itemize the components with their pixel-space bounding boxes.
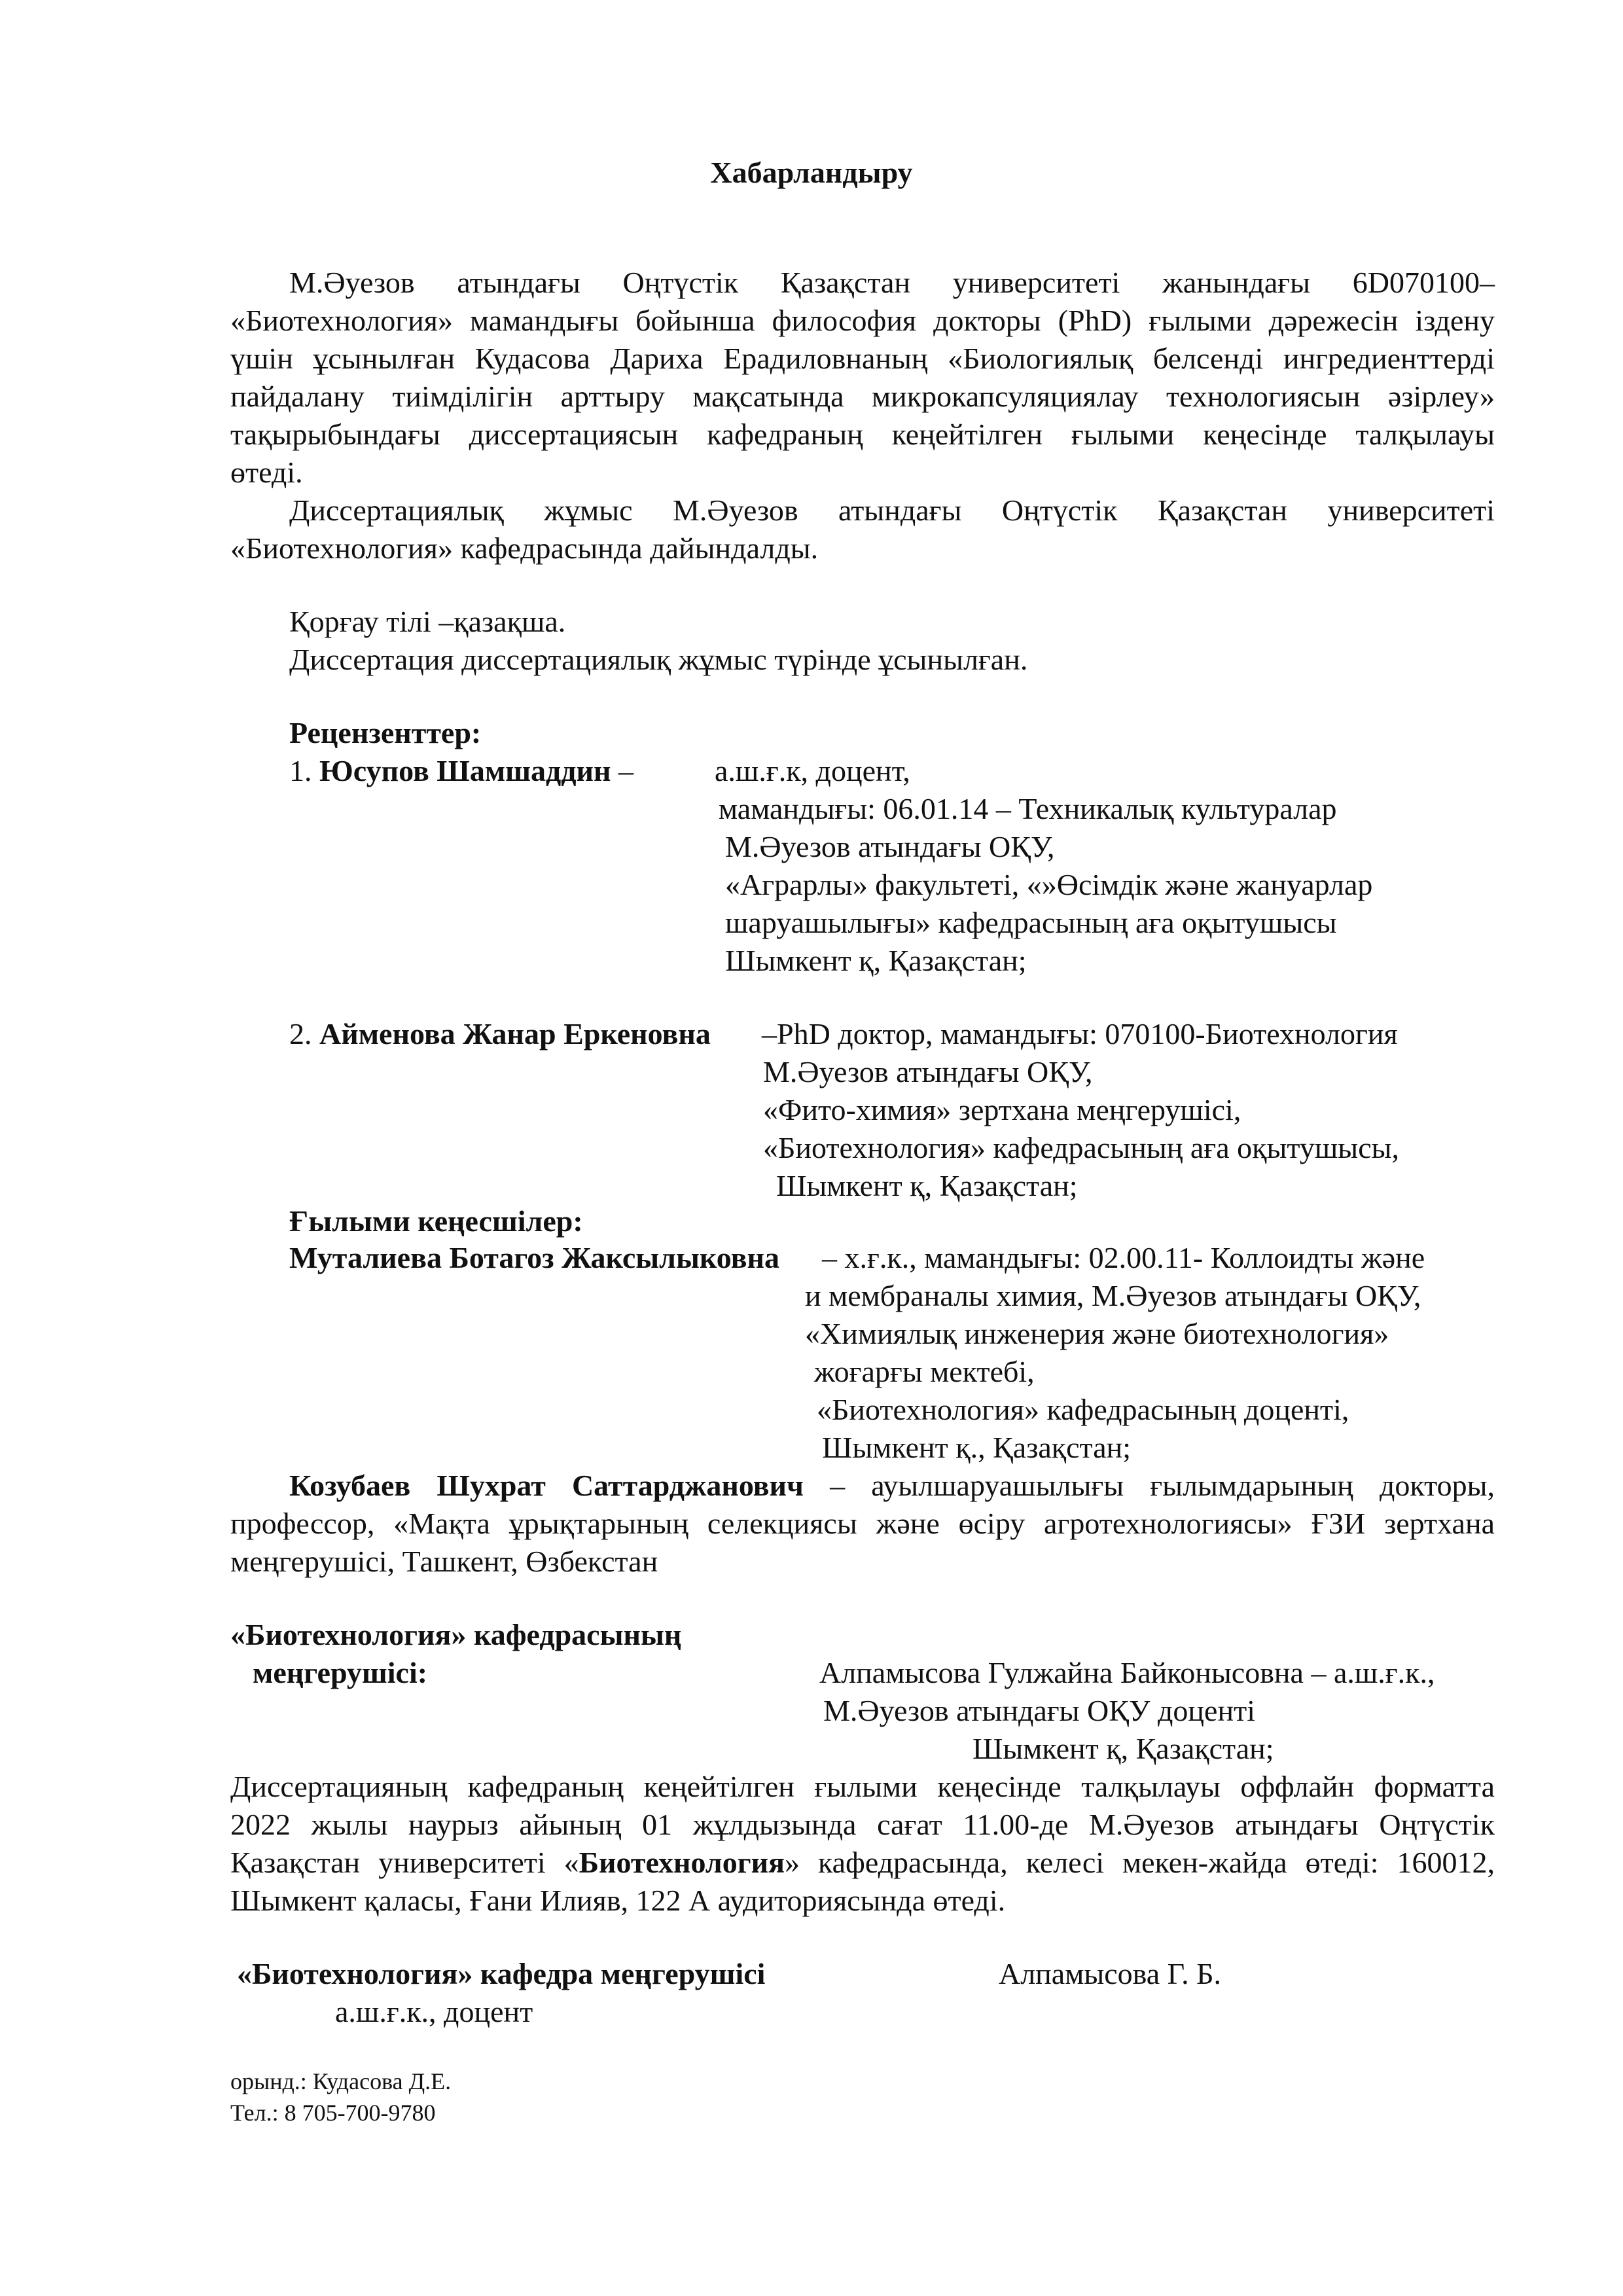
reviewer-1-dash: –: [618, 754, 634, 787]
footer-phone: Тел.: 8 705-700-9780: [230, 2100, 436, 2126]
advisor-2-name: Козубаев Шухрат Саттарджанович: [289, 1469, 804, 1502]
meeting-line: Диссертацияның кафедраның кеңейтілген ғылыми кеңесінде талқылауы оффлайн форматта: [230, 1770, 1495, 1803]
signature-position: «Биотехнология» кафедра меңгерушісі: [237, 1957, 766, 1990]
signature-name: Алпамысова Г. Б.: [999, 1957, 1221, 1990]
intro-line: М.Әуезов атындағы Оңтүстік Қазақстан университеті жанындағы 6D070100–: [289, 266, 1495, 299]
intro-line: өтеді.: [230, 456, 303, 489]
intro-line: пайдалану тиімділігін арттыру мақсатында микрокапсуляциялау технологиясын әзірлеу»: [230, 380, 1495, 413]
reviewer-1-detail: мамандығы: 06.01.14 – Техникалық культуралар: [719, 792, 1337, 825]
reviewer-1-header: [289, 753, 633, 789]
reviewer-2-header: [289, 1016, 711, 1052]
defense-language: Қорғау тілі –қазақша.: [289, 605, 566, 638]
advisors-heading: Ғылыми кеңесшілер:: [289, 1204, 583, 1238]
intro-line: тақырыбындағы диссертациясын кафедраның кеңейтілген ғылыми кеңесінде талқылауы: [230, 418, 1495, 451]
intro-line: үшін ұсынылған Кудасова Дариха Ерадиловнаның «Биологиялық белсенді ингредиенттерді: [230, 342, 1495, 375]
meeting-text: » кафедрасында, келесі мекен-жайда өтеді: 160012,: [785, 1846, 1495, 1879]
advisor-1-detail: жоғарғы мектебі,: [814, 1355, 1035, 1388]
document-title: Хабарландыру: [710, 156, 913, 189]
reviewer-1-name: Юсупов Шамшаддин: [319, 754, 611, 787]
reviewer-2-number: 2.: [289, 1017, 312, 1050]
reviewer-1-detail: шаруашылығы» кафедрасының аға оқытушысы: [725, 906, 1337, 939]
head-title: «Биотехнология» кафедрасының: [230, 1618, 682, 1651]
head-title: меңгерушісі:: [253, 1656, 428, 1689]
advisor-1-detail: «Биотехнология» кафедрасының доценті,: [817, 1393, 1349, 1426]
reviewer-2-detail: «Фито-химия» зертхана меңгерушісі,: [763, 1093, 1241, 1126]
advisor-2-line: [289, 1467, 1495, 1504]
meeting-text: Қазақстан университеті «: [230, 1846, 579, 1879]
prepared-line: Диссертациялық жұмыс М.Әуезов атындағы Оңтүстік Қазақстан университеті: [289, 493, 1495, 527]
reviewer-1-detail: М.Әуезов атындағы ОҚУ,: [725, 830, 1055, 863]
reviewer-1-detail: Шымкент қ, Қазақстан;: [725, 944, 1027, 977]
reviewer-2-name: Айменова Жанар Еркеновна: [319, 1017, 711, 1050]
reviewer-1-detail: а.ш.ғ.к, доцент,: [715, 754, 910, 787]
footer-performer: орынд.: Кудасова Д.Е.: [230, 2068, 452, 2094]
reviewer-2-detail: М.Әуезов атындағы ОҚУ,: [763, 1055, 1093, 1088]
advisor-1-detail: и мембраналы химия, М.Әуезов атындағы ОҚУ,: [805, 1279, 1421, 1312]
reviewer-2-detail: «Биотехнология» кафедрасының аға оқытушысы,: [763, 1131, 1400, 1164]
head-detail: Шымкент қ, Қазақстан;: [972, 1732, 1274, 1765]
signature-degree: а.ш.ғ.к., доцент: [335, 1995, 533, 2028]
dissertation-format: Диссертация диссертациялық жұмыс түрінде ұсынылған.: [289, 643, 1028, 676]
intro-line: «Биотехнология» мамандығы бойынша философия докторы (PhD) ғылыми дәрежесін іздену: [230, 304, 1495, 337]
advisor-1-detail: – х.ғ.к., мамандығы: 02.00.11- Коллоидты және: [822, 1241, 1425, 1274]
advisor-2-line: меңгерушісі, Ташкент, Өзбекстан: [230, 1545, 658, 1578]
reviewer-2-detail: –PhD доктор, мамандығы: 070100-Биотехнология: [762, 1017, 1398, 1050]
reviewer-1-detail: «Аграрлы» факультеті, «»Өсімдік және жануарлар: [725, 868, 1373, 901]
advisor-1-detail: «Химиялық инженерия және биотехнология»: [805, 1317, 1389, 1350]
head-detail: Алпамысова Гулжайна Байконысовна – а.ш.ғ.к.,: [819, 1656, 1435, 1689]
advisor-2-line: профессор, «Мақта ұрықтарының селекциясы және өсіру агротехнологиясы» ҒЗИ зертхана: [230, 1507, 1495, 1540]
prepared-line: «Биотехнология» кафедрасында дайындалды.: [230, 531, 819, 565]
head-detail: М.Әуезов атындағы ОҚУ доценті: [823, 1694, 1255, 1727]
reviewer-2-detail: Шымкент қ, Қазақстан;: [776, 1169, 1078, 1202]
advisor-1-name: Муталиева Ботагоз Жаксылыковна: [289, 1241, 779, 1274]
meeting-department: Биотехнология: [579, 1846, 785, 1879]
advisor-2-title: – ауылшаруашылығы ғылымдарының докторы,: [830, 1469, 1495, 1502]
advisor-1-detail: Шымкент қ., Қазақстан;: [822, 1431, 1132, 1464]
meeting-line: [230, 1844, 1495, 1881]
reviewers-heading: Рецензенттер:: [289, 716, 482, 749]
reviewer-1-number: 1.: [289, 754, 312, 787]
meeting-line: 2022 жылы наурыз айының 01 жұлдызында сағат 11.00-де М.Әуезов атындағы Оңтүстік: [230, 1808, 1495, 1841]
meeting-line: Шымкент қаласы, Ғани Илияв, 122 А аудиториясында өтеді.: [230, 1884, 1006, 1917]
